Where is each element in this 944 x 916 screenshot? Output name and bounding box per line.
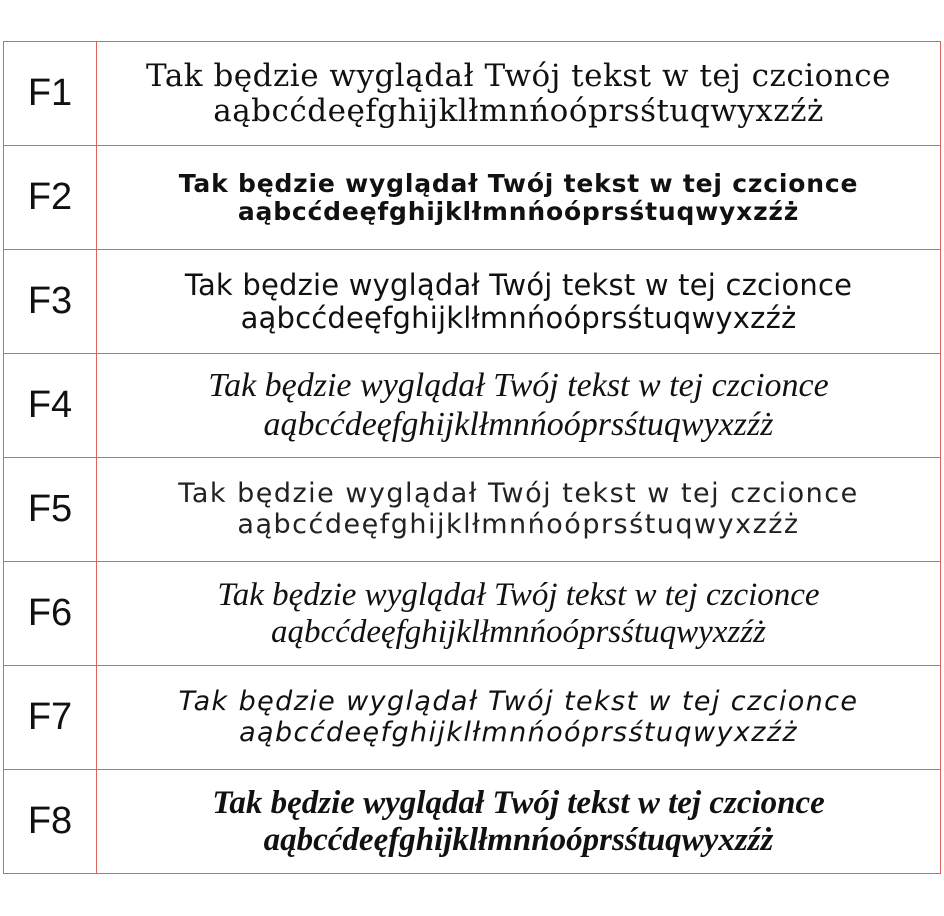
font-sample [97,146,941,250]
sample-alphabet: aąbcćdeęfghijklłmnńoóprsśtuqwyxzźż [263,405,774,443]
font-sample-table [3,41,941,874]
font-sample [97,42,941,146]
font-code: F6 [4,562,97,666]
font-sample [97,770,941,874]
sample-sentence: Tak będzie wyglądał Twój tekst w tej czcionce [184,268,853,303]
font-code: F1 [4,42,97,146]
font-row-f3 [4,250,941,354]
font-sample [97,562,941,666]
font-row-f5 [4,458,941,562]
sample-alphabet: aąbcćdeęfghijklłmnńoóprsśtuqwyxzźż [263,821,774,858]
font-code: F2 [4,146,97,250]
sample-alphabet: aąbcćdeęfghijklłmnńoóprsśtuqwyxzźż [237,196,800,226]
sample-sentence: Tak będzie wyglądał Twój tekst w tej czcionce [146,57,891,94]
font-code: F8 [4,770,97,874]
font-code: F5 [4,458,97,562]
sample-sentence: Tak będzie wyglądał Twój tekst w tej czcionce [178,168,859,198]
sample-alphabet: aąbcćdeęfghijklłmnńoóprsśtuqwyxzźż [213,92,824,129]
font-row-f6 [4,562,941,666]
font-sample [97,354,941,458]
sample-sentence: Tak będzie wyglądał Twój tekst w tej czcionce [208,367,829,405]
font-row-f2 [4,146,941,250]
font-code: F4 [4,354,97,458]
font-sample [97,250,941,354]
font-code: F7 [4,666,97,770]
font-sample [97,666,941,770]
sample-alphabet: aąbcćdeęfghijklłmnńoóprsśtuqwyxzźż [240,300,797,335]
font-row-f7 [4,666,941,770]
sample-sentence: Tak będzie wyglądał Twój tekst w tej czcionce [178,686,859,718]
font-code: F3 [4,250,97,354]
font-row-f8 [4,770,941,874]
sample-sentence: Tak będzie wyglądał Twój tekst w tej czcionce [217,576,820,613]
sample-alphabet: aąbcćdeęfghijklłmnńoóprsśtuqwyxzźż [237,508,800,540]
sample-sentence: Tak będzie wyglądał Twój tekst w tej czcionce [212,784,825,821]
font-row-f1 [4,42,941,146]
font-row-f4 [4,354,941,458]
sample-sentence: Tak będzie wyglądał Twój tekst w tej czcionce [178,478,859,510]
sample-alphabet: aąbcćdeęfghijklłmnńoóprsśtuqwyxzźż [239,716,798,748]
sample-alphabet: aąbcćdeęfghijklłmnńoóprsśtuqwyxzźż [271,613,766,650]
font-sample [97,458,941,562]
